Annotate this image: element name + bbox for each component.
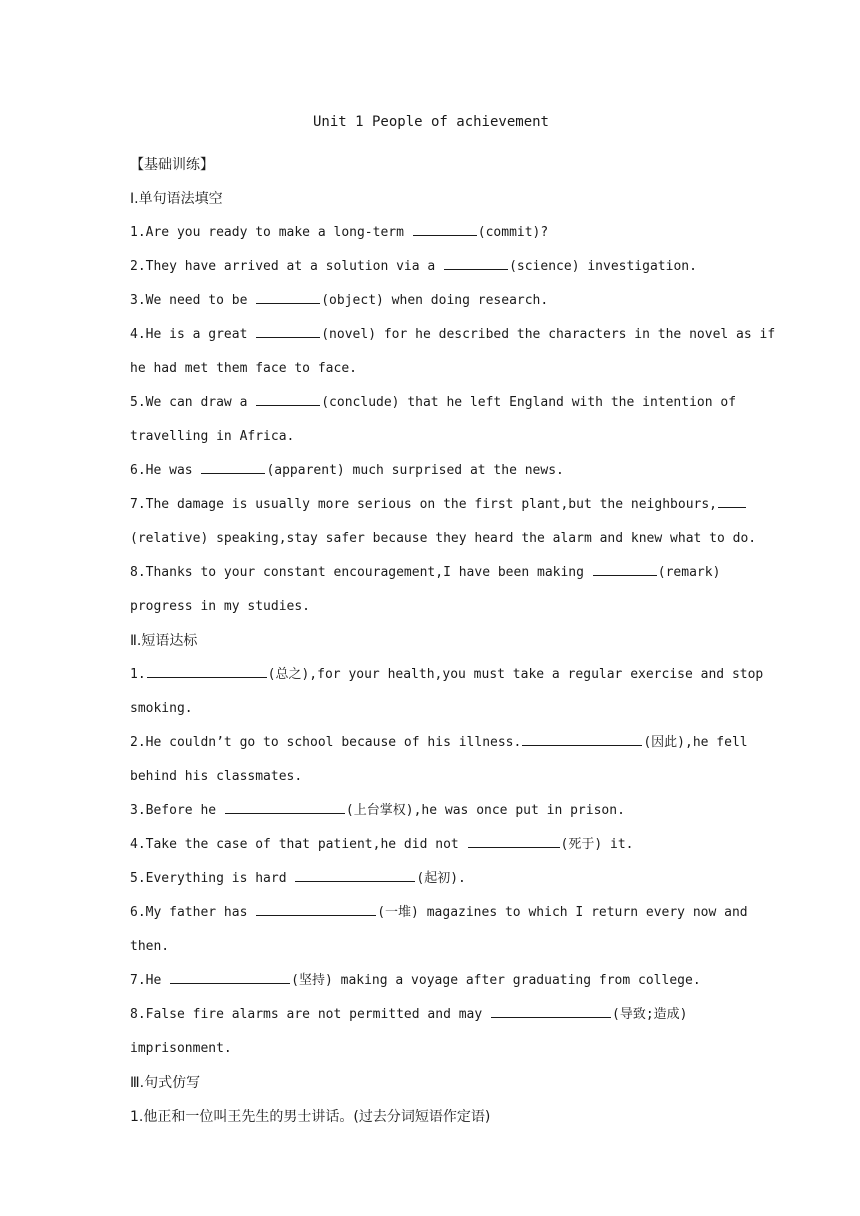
s2-item-7: 7.He (坚持) making a voyage after graduating from college. [130, 964, 732, 998]
worksheet-page [130, 112, 776, 1134]
answer-blank[interactable] [201, 459, 265, 474]
s2-item-5: 5.Everything is hard (起初). [130, 862, 732, 896]
section-3-heading: Ⅲ.句式仿写 [130, 1075, 201, 1091]
s1-item-5-cont: travelling in Africa. [130, 429, 295, 444]
s1-item-2: 2.They have arrived at a solution via a (science) investigation. [130, 250, 732, 284]
s3-item-1: 1.他正和一位叫王先生的男士讲话。(过去分词短语作定语) [130, 1109, 491, 1125]
answer-blank[interactable] [147, 663, 267, 678]
s2-item-6-cont: then. [130, 939, 170, 954]
s2-item-8-cont: imprisonment. [130, 1041, 232, 1056]
answer-blank[interactable] [413, 221, 477, 236]
s1-item-4: 4.He is a great (novel) for he described the characters in the novel as if [130, 318, 732, 352]
answer-blank[interactable] [718, 493, 746, 508]
training-header: 【基础训练】 [130, 157, 214, 173]
s1-item-8-cont: progress in my studies. [130, 599, 311, 614]
section-2-heading: Ⅱ.短语达标 [130, 633, 198, 649]
answer-blank[interactable] [256, 289, 320, 304]
answer-blank[interactable] [256, 391, 320, 406]
s1-item-8: 8.Thanks to your constant encouragement,I have been making (remark) [130, 556, 732, 590]
s1-item-7-cont: (relative) speaking,stay safer because they heard the alarm and knew what to do. [130, 531, 757, 546]
answer-blank[interactable] [593, 561, 657, 576]
answer-blank[interactable] [256, 901, 376, 916]
s1-item-4-cont: he had met them face to face. [130, 361, 357, 376]
s2-item-1-cont: smoking. [130, 701, 193, 716]
s2-item-1: 1. (总之),for your health,you must take a regular exercise and stop [130, 658, 732, 692]
s2-item-3: 3.Before he (上台掌权),he was once put in prison. [130, 794, 732, 828]
s2-item-6: 6.My father has (一堆) magazines to which I return every now and [130, 896, 732, 930]
answer-blank[interactable] [522, 731, 642, 746]
page-title: Unit 1 People of achievement [312, 114, 549, 130]
answer-blank[interactable] [468, 833, 560, 848]
s1-item-1: 1.Are you ready to make a long-term (commit)? [130, 216, 732, 250]
answer-blank[interactable] [491, 1003, 611, 1018]
section-1-heading: Ⅰ.单句语法填空 [130, 191, 223, 207]
s1-item-7: 7.The damage is usually more serious on the first plant,but the neighbours, [130, 488, 732, 522]
answer-blank[interactable] [225, 799, 345, 814]
answer-blank[interactable] [256, 323, 320, 338]
answer-blank[interactable] [170, 969, 290, 984]
s2-item-8: 8.False fire alarms are not permitted and may (导致;造成) [130, 998, 732, 1032]
answer-blank[interactable] [295, 867, 415, 882]
s2-item-2-cont: behind his classmates. [130, 769, 303, 784]
s1-item-3: 3.We need to be (object) when doing research. [130, 284, 732, 318]
s1-item-5: 5.We can draw a (conclude) that he left England with the intention of [130, 386, 732, 420]
s1-item-6: 6.He was (apparent) much surprised at the news. [130, 454, 732, 488]
s2-item-2: 2.He couldn’t go to school because of his illness. (因此),he fell [130, 726, 732, 760]
s2-item-4: 4.Take the case of that patient,he did not (死于) it. [130, 828, 732, 862]
answer-blank[interactable] [444, 255, 508, 270]
